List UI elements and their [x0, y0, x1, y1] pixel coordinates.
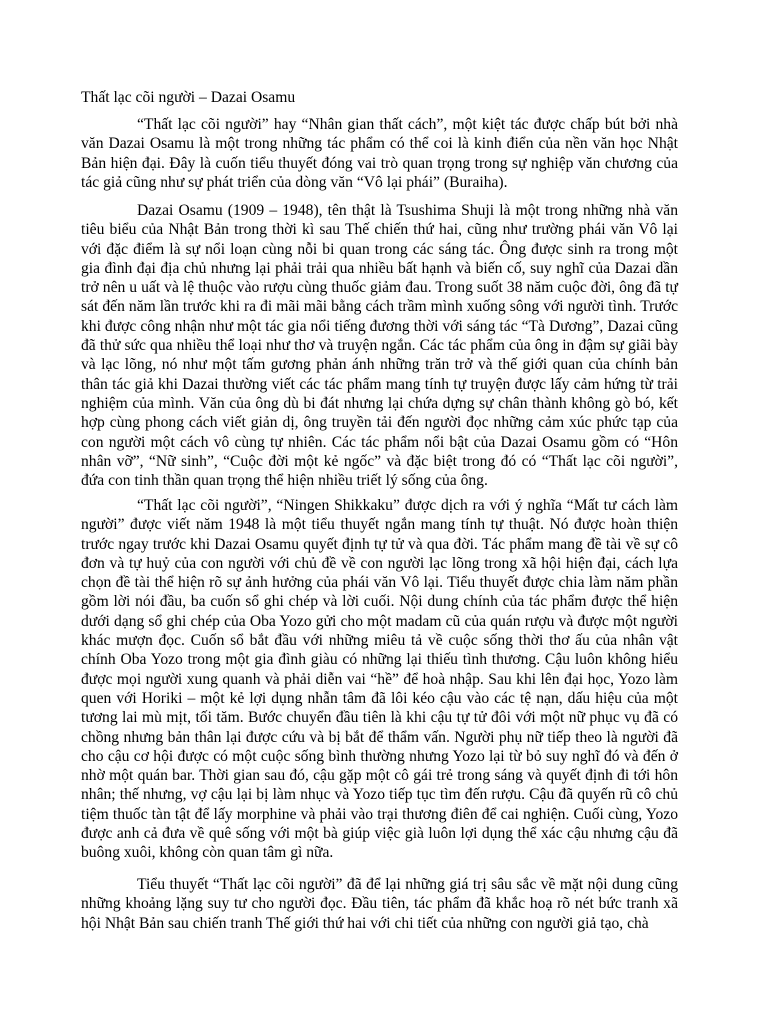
document-title: Thất lạc cõi người – Dazai Osamu — [81, 89, 296, 106]
paragraph-author-bio: Dazai Osamu (1909 – 1948), tên thật là Tsushima Shuji là một trong những nhà văn tiêu biểu của Nhật Bản trong thời kì sau Thế chiến thứ hai, cũng như trường phái văn Vô lại với đặc điểm là sự nổi loạn cùng nỗi bi quan trong các sáng tác. Ông được sinh ra trong một gia đình đại địa chủ nhưng lại phải trải qua nhiều bất hạnh và biến cố, suy nghĩ của Dazai dần trở nên u uất và lệ thuộc vào rượu cùng thuốc giảm đau. Trong suốt 38 năm cuộc đời, ông đã tự sát đến năm lần trước khi ra đi mãi mãi bằng cách trầm mình xuống sông với người tình. Trước khi được công nhận như một tác gia nổi tiếng đương thời với sáng tác “Tà Dương”, Dazai cũng đã thử sức qua nhiều thể loại như thơ và truyện ngắn. Các tác phẩm của ông in đậm sự giãi bày và lạc lõng, nó như một tấm gương phản ánh những trăn trở và thế giới quan của chính bản thân tác giả khi Dazai thường viết các tác phẩm mang tính tự truyện được lấy cảm hứng từ trải nghiệm của mình. Văn của ông dù bi đát nhưng lại chứa dựng sự chân thành không gò bó, kết hợp cùng phong cách viết giản dị, ông truyền tải đến người đọc những cảm xúc phức tạp của con người một cách vô cùng tự nhiên. Các tác phẩm nổi bật của Dazai Osamu gồm có “Hôn nhân vỡ”, “Nữ sinh”, “Cuộc đời một kẻ ngốc” và đặc biệt trong đó có “Thất lạc cõi người”, đứa con tinh thần quan trọng thể hiện nhiều triết lý sống của ông. — [81, 202, 678, 490]
paragraph-novel-summary: “Thất lạc cõi người”, “Ningen Shikkaku” được dịch ra với ý nghĩa “Mất tư cách làm người” được viết năm 1948 là một tiểu thuyết ngắn mang tính tự thuật. Nó được hoàn thiện trước ngay trước khi Dazai Osamu quyết định tự tử và qua đời. Tác phẩm mang đề tài về sự cô đơn và tự huỷ của con người với chủ đề về con người lạc lõng trong xã hội hiện đại, cách lựa chọn đề tài thể hiện rõ sự ảnh hưởng của phái văn Vô lại. Tiểu thuyết được chia làm năm phần gồm lời nói đầu, ba cuốn sổ ghi chép và lời cuối. Nội dung chính của tác phẩm được thể hiện dưới dạng sổ ghi chép của Oba Yozo gửi cho một madam cũ của quán rượu và được một người khác mượn đọc. Cuốn sổ bắt đầu với những miêu tả về cuộc sống thời thơ ấu của nhân vật chính Oba Yozo trong một gia đình giàu có những lại thiếu tình thương. Cậu luôn không hiểu được mọi người xung quanh và phải diễn vai “hề” để hoà nhập. Sau khi lên đại học, Yozo làm quen với Horiki – một kẻ lợi dụng nhẫn tâm đã lôi kéo cậu vào các tệ nạn, dấu hiệu của một tương lai mù mịt, tối tăm. Bước chuyển đầu tiên là khi cậu tự tử đôi với một nữ phục vụ đã có chồng nhưng bản thân lại được cứu và bị bắt để thẩm vấn. Người phụ nữ tiếp theo là người đã cho cậu cơ hội được có một cuộc sống bình thường nhưng Yozo lại từ bỏ suy nghĩ đó và đến ở nhờ một quán bar. Thời gian sau đó, cậu gặp một cô gái trẻ trong sáng và quyết định đi tới hôn nhân; thế nhưng, vợ cậu lại bị làm nhục và Yozo tiếp tục tìm đến rượu. Cậu đã quyến rũ cô chủ tiệm thuốc tàn tật để lấy morphine và phải vào trại thương điên để cai nghiện. Cuối cùng, Yozo được anh cả đưa về quê sống với một bà giúp việc già luôn lợi dụng thể xác cậu nhưng cậu đã buông xuôi, không còn quan tâm gì nữa. — [81, 497, 678, 862]
paragraph-novel-value: Tiểu thuyết “Thất lạc cõi người” đã để lại những giá trị sâu sắc về mặt nội dung cũng những khoảng lặng suy tư cho người đọc. Đầu tiên, tác phẩm đã khắc hoạ rõ nét bức tranh xã hội Nhật Bản sau chiến tranh Thế giới thứ hai với chi tiết của những con người giả tạo, chà — [81, 876, 678, 932]
paragraph-intro: “Thất lạc cõi người” hay “Nhân gian thất cách”, một kiệt tác được chấp bút bởi nhà văn Dazai Osamu là một trong những tác phẩm có thể coi là kinh điển của nền văn học Nhật Bản hiện đại. Đây là cuốn tiểu thuyết đóng vai trò quan trọng trong sự nghiệp văn chương của tác giả cũng như sự phát triển của dòng văn “Vô lại phái” (Buraiha). — [81, 116, 678, 191]
